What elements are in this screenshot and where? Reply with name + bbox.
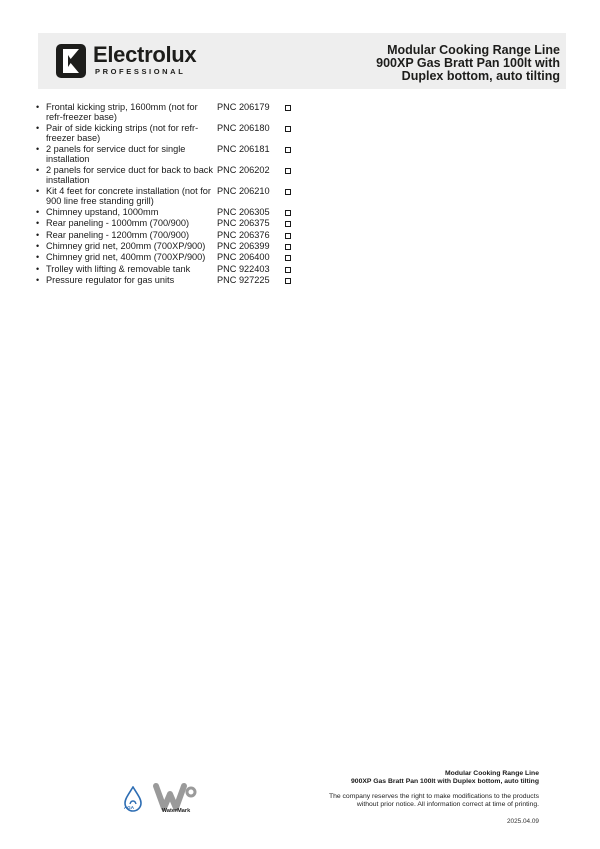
list-item [36,242,306,252]
list-item [36,208,306,218]
checkbox-icon [285,210,291,216]
accessory-name: Chimney upstand, 1000mm [46,206,159,217]
accessory-name: Chimney grid net, 200mm (700XP/900) [46,241,206,252]
list-item [36,103,306,122]
accessory-name: 2 panels for service duct for back to back installation [46,164,213,185]
bullet-icon: • [36,275,40,286]
bullet-icon: • [36,206,40,217]
checkbox-icon [285,233,291,239]
list-item [36,219,306,229]
footer-title-2: 900XP Gas Bratt Pan 100lt with Duplex bottom, auto tilting [351,778,539,785]
accessory-pnc: PNC 206202 [217,164,270,175]
checkbox-icon [285,168,291,174]
bullet-icon: • [36,252,40,263]
title-line-3: Duplex bottom, auto tilting [401,69,560,83]
accessory-pnc: PNC 206180 [217,122,270,133]
accessory-name: Kit 4 feet for concrete installation (not for 900 line free standing grill) [46,185,211,206]
accessory-pnc: PNC 922403 [217,263,270,274]
checkbox-icon [285,105,291,111]
accessory-name: Frontal kicking strip, 1600mm (not for refr-freezer base) [46,102,198,122]
certification-logos [114,778,204,818]
accessory-pnc: PNC 206181 [217,143,270,154]
bullet-icon: • [36,218,40,229]
list-item [36,276,306,286]
accessory-name: Pressure regulator for gas units [46,275,175,286]
bullet-icon: • [36,143,40,154]
bullet-icon: • [36,122,40,133]
accessory-pnc: PNC 206305 [217,206,270,217]
footer-title-1: Modular Cooking Range Line [444,770,539,777]
footer-note-line-1: The company reserves the right to make modifications to the products [328,793,539,800]
bullet-icon: • [36,102,40,112]
electrolux-logo [56,44,216,80]
checkbox-icon [285,244,291,250]
title-line-1: Modular Cooking Range Line [387,43,560,57]
list-item [36,231,306,241]
list-item [36,166,306,185]
accessory-name: Trolley with lifting & removable tank [46,263,191,274]
bullet-icon: • [36,263,40,274]
accessory-name: Chimney grid net, 400mm (700XP/900) [46,252,206,263]
accessory-name: 2 panels for service duct for single installation [46,143,186,164]
watermark-label: WaterMark [161,808,191,814]
footer-disclaimer [329,793,539,809]
footer-date: 2025.04.09 [507,818,539,826]
accessory-pnc: PNC 206179 [217,102,270,112]
electrolux-logo-icon [56,44,86,78]
footer [329,770,539,825]
checkbox-icon [285,221,291,227]
list-item [36,253,306,263]
accessory-name: Pair of side kicking strips (not for refr-freezer base) [46,122,199,143]
header-bar [38,33,566,89]
accessory-name: Rear paneling - 1200mm (700/900) [46,229,189,240]
bullet-icon: • [36,164,40,175]
bullet-icon: • [36,229,40,240]
title-line-2: 900XP Gas Bratt Pan 100lt with [376,56,560,70]
checkbox-icon [285,189,291,195]
accessory-pnc: PNC 927225 [217,275,270,286]
list-item [36,187,306,206]
checkbox-icon [285,147,291,153]
list-item [36,145,306,164]
accessory-pnc: PNC 206376 [217,229,270,240]
accessory-pnc: PNC 206375 [217,218,270,229]
checkbox-icon [285,278,291,284]
accessory-pnc: PNC 206210 [217,185,270,196]
checkbox-icon [285,255,291,261]
brand-name: Electrolux [93,42,197,67]
list-item [36,124,306,143]
accessory-name: Rear paneling - 1000mm (700/900) [46,218,189,229]
checkbox-icon [285,267,291,273]
page-title [300,44,560,83]
accessory-pnc: PNC 206400 [217,252,270,263]
list-item [36,265,306,275]
checkbox-icon [285,126,291,132]
bullet-icon: • [36,241,40,252]
bullet-icon: • [36,185,40,196]
accessories-list [36,103,306,288]
aga-label: AGA [124,805,134,810]
accessory-pnc: PNC 206399 [217,241,270,252]
brand-subline: PROFESSIONAL [95,67,186,76]
footer-note-line-2: without prior notice. All information correct at time of printing. [356,801,539,809]
